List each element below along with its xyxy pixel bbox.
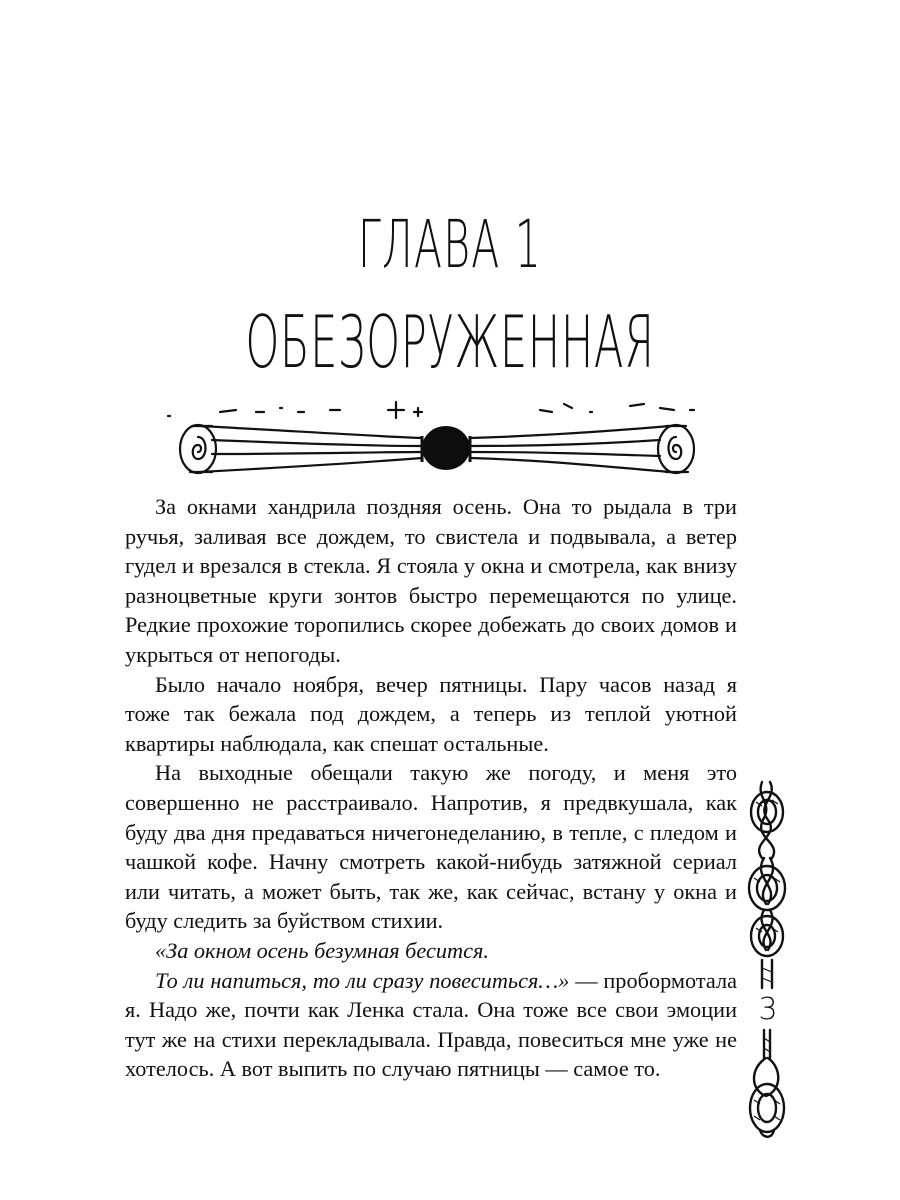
chapter-number: ГЛАВА 1 <box>357 206 543 283</box>
paragraph-1: За окнами хандрила поздняя осень. Она то рыдала в три ручья, заливая все дождем, то свистела и подвывала, а ветер гудел и врезался в стекла. Я стояла у окна и смотрела, как внизу разноцветные круги зонтов быстро перемещаются по улице. Редкие прохожие торопились скорее добежать до своих домов и укрыться от непогоды. <box>125 494 737 667</box>
body-text <box>125 492 737 1084</box>
paragraph-5 <box>125 966 737 1084</box>
chapter-title: ОБЕЗОРУЖЕННАЯ <box>245 300 655 384</box>
rope-knot-icon <box>742 778 792 1146</box>
page-number: 3 <box>758 992 778 1027</box>
poem-line-1: «За окном осень безумная бесится. <box>155 937 489 963</box>
paragraph-5-text: — пробормотала я. Надо же, почти как Ленка стала. Она тоже все свои эмоции тут же на стихи перекладывала. Правда, повеситься мне уже не хотелось. А вот выпить по случаю пятницы — самое то. <box>125 967 738 1082</box>
scroll-ornament-icon <box>160 392 720 492</box>
poem-line-2: То ли напиться, то ли сразу повеситься…» <box>155 967 570 993</box>
paragraph-3: На выходные обещали такую же погоду, и меня это совершенно не расстраивало. Напротив, я предвкушала, как буду два дня предаваться ничегонеделанию, в тепле, с пледом и чашкой кофе. Начну смотреть какой-нибудь затяжной сериал или читать, а может быть, так же, как сейчас, встану у окна и буду следить за буйством стихии. <box>125 760 737 934</box>
paragraph-2: Было начало ноября, вечер пятницы. Пару часов назад я тоже так бежала под дождем, а теперь из теплой уютной квартиры наблюдала, как спешат остальные. <box>125 671 737 756</box>
